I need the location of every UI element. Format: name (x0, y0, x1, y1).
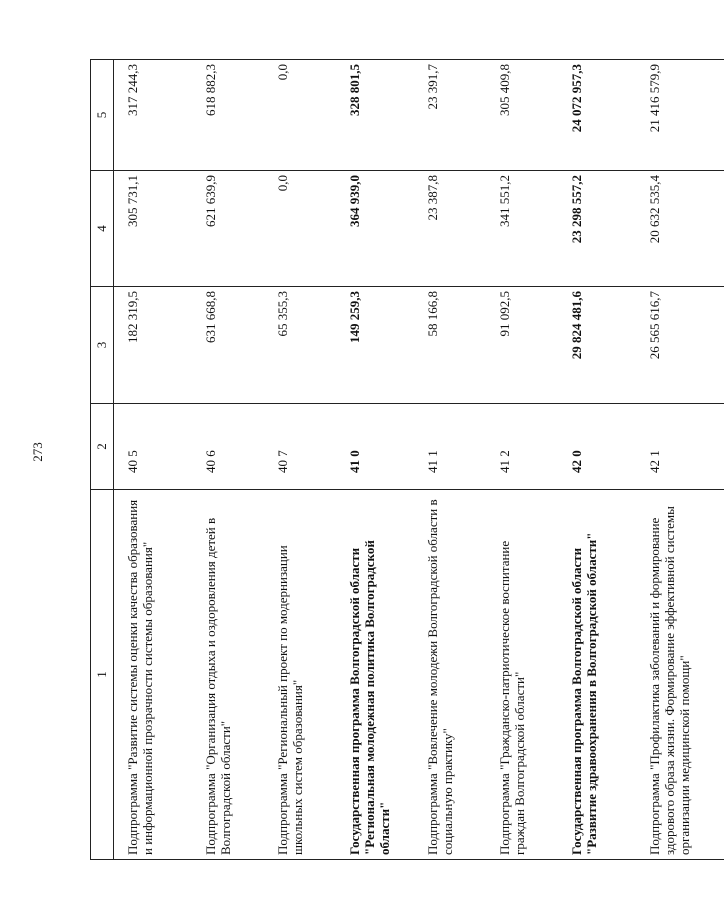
row-code: 41 2 (480, 404, 552, 490)
header-row (91, 60, 114, 860)
row-value-col5: 0,0 (258, 60, 330, 171)
row-value-col5: 21 416 579,9 (630, 60, 724, 171)
row-value-col4: 20 632 535,4 (630, 171, 724, 287)
row-value-col5: 618 882,3 (186, 60, 258, 171)
table-row (552, 60, 630, 860)
table-row (630, 60, 724, 860)
row-name: Подпрограмма "Гражданско-патриотическое воспитание граждан Волгоградской области" (480, 490, 552, 860)
row-code: 41 1 (408, 404, 480, 490)
row-value-col3: 58 166,8 (408, 287, 480, 404)
row-name: Подпрограмма "Региональный проект по модернизации школьных систем образования" (258, 490, 330, 860)
row-value-col5: 305 409,8 (480, 60, 552, 171)
rotated-table-container (90, 60, 692, 860)
header-col-5: 5 (91, 60, 114, 171)
row-name: Подпрограмма "Развитие системы оценки качества образования и информационной прозрачности системы образования" (114, 490, 187, 860)
row-value-col3: 26 565 616,7 (630, 287, 724, 404)
row-value-col4: 23 298 557,2 (552, 171, 630, 287)
row-code: 41 0 (330, 404, 408, 490)
row-value-col3: 149 259,3 (330, 287, 408, 404)
row-code: 40 6 (186, 404, 258, 490)
row-value-col4: 305 731,1 (114, 171, 187, 287)
row-name: Подпрограмма "Организация отдыха и оздоровления детей в Волгоградской области" (186, 490, 258, 860)
header-col-3: 3 (91, 287, 114, 404)
header-col-4: 4 (91, 171, 114, 287)
row-value-col5: 24 072 957,3 (552, 60, 630, 171)
table-row (258, 60, 330, 860)
table-row (330, 60, 408, 860)
table-body (114, 60, 724, 860)
row-name: Подпрограмма "Профилактика заболеваний и формирование здорового образа жизни. Формирование эффективной системы организации медицинской помощи" (630, 490, 724, 860)
row-value-col4: 341 551,2 (480, 171, 552, 287)
table-header (91, 60, 114, 860)
header-col-2: 2 (91, 404, 114, 490)
row-code: 40 5 (114, 404, 187, 490)
table-row (186, 60, 258, 860)
row-code: 42 1 (630, 404, 724, 490)
row-value-col5: 317 244,3 (114, 60, 187, 171)
row-value-col4: 23 387,8 (408, 171, 480, 287)
table-row (114, 60, 187, 860)
table-row (408, 60, 480, 860)
page-number: 273 (30, 442, 45, 462)
row-name: Подпрограмма "Вовлечение молодежи Волгоградской области в социальную практику" (408, 490, 480, 860)
row-value-col4: 621 639,9 (186, 171, 258, 287)
row-value-col4: 364 939,0 (330, 171, 408, 287)
row-value-col3: 65 355,3 (258, 287, 330, 404)
row-value-col3: 29 824 481,6 (552, 287, 630, 404)
row-value-col5: 23 391,7 (408, 60, 480, 171)
header-col-1: 1 (91, 490, 114, 860)
row-value-col5: 328 801,5 (330, 60, 408, 171)
row-value-col4: 0,0 (258, 171, 330, 287)
table-row (480, 60, 552, 860)
row-value-col3: 182 319,5 (114, 287, 187, 404)
row-code: 40 7 (258, 404, 330, 490)
row-name: Государственная программа Волгоградской области "Развитие здравоохранения в Волгоградской области" (552, 490, 630, 860)
row-code: 42 0 (552, 404, 630, 490)
budget-table (90, 59, 724, 860)
row-name: Государственная программа Волгоградской области "Региональная молодежная политика Волгоградской области" (330, 490, 408, 860)
row-value-col3: 631 668,8 (186, 287, 258, 404)
row-value-col3: 91 092,5 (480, 287, 552, 404)
